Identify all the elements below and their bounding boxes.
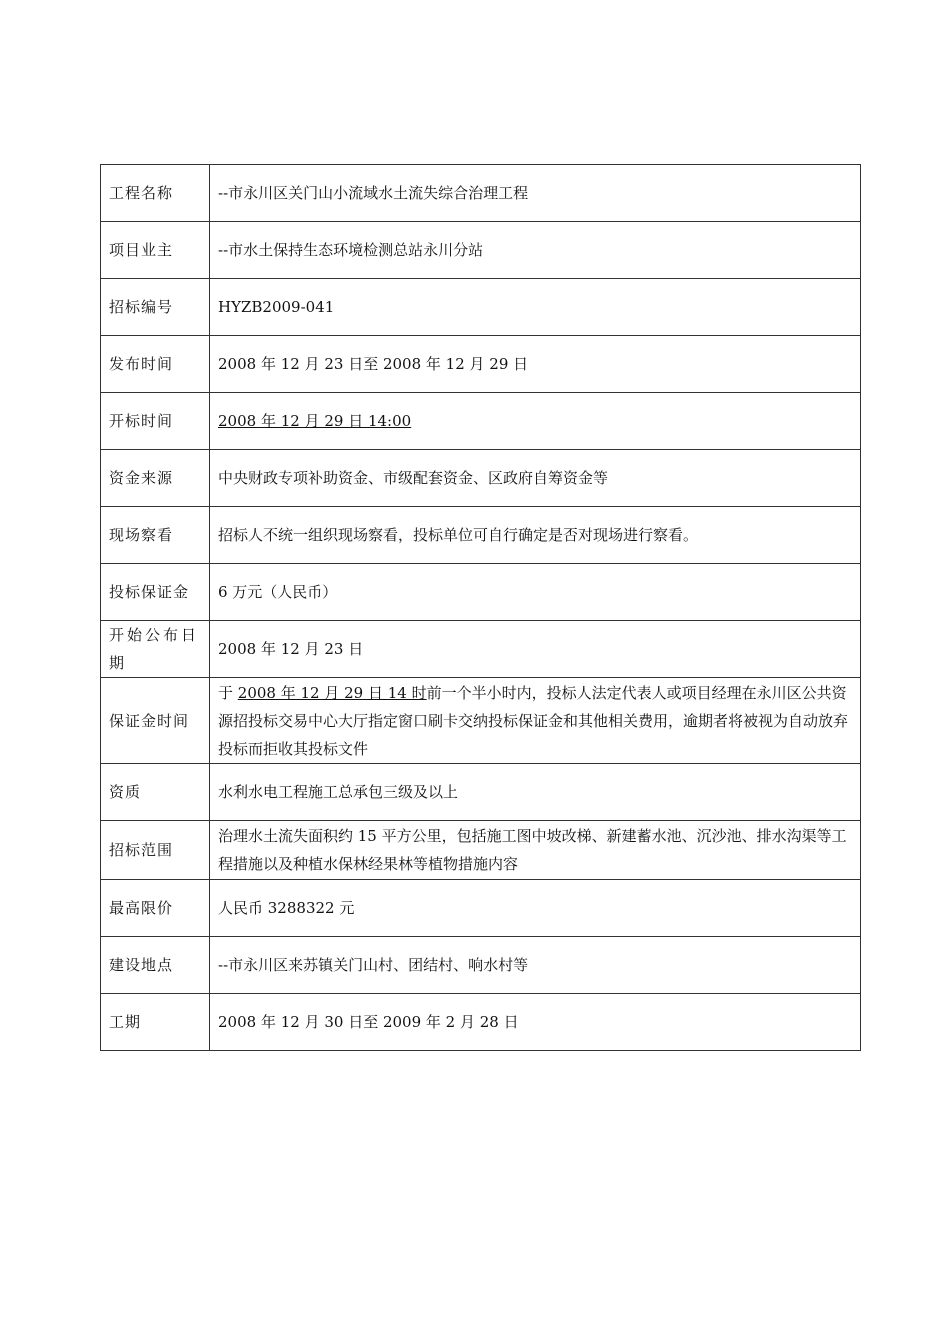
row-value <box>210 678 861 764</box>
table-row-site-visit <box>101 507 861 564</box>
row-label: 发布时间 <box>101 336 210 393</box>
row-value <box>210 393 861 450</box>
row-value: 中央财政专项补助资金、市级配套资金、区政府自筹资金等 <box>210 450 861 507</box>
row-value: 2008 年 12 月 23 日至 2008 年 12 月 29 日 <box>210 336 861 393</box>
bid-info-table <box>100 164 861 1051</box>
row-value: 治理水土流失面积约 15 平方公里，包括施工图中坡改梯、新建蓄水池、沉沙池、排水沟渠等工程措施以及种植水保林经果林等植物措施内容 <box>210 821 861 880</box>
table-row-bid-number <box>101 279 861 336</box>
table-row-fund-source <box>101 450 861 507</box>
row-value: --市永川区来苏镇关门山村、团结村、响水村等 <box>210 937 861 994</box>
row-label: 保证金时间 <box>101 678 210 764</box>
row-label: 招标编号 <box>101 279 210 336</box>
bond-time-deadline: 2008 年 12 月 29 日 14 时 <box>237 683 427 702</box>
row-label-text: 开始公布日期 <box>109 626 200 672</box>
table-row-bond-time <box>101 678 861 764</box>
row-value: 6 万元（人民币） <box>210 564 861 621</box>
row-value: 2008 年 12 月 23 日 <box>210 621 861 678</box>
opening-time-text: 2008 年 12 月 29 日 14:00 <box>218 412 412 430</box>
table-row-qualification <box>101 764 861 821</box>
table-row-bid-bond <box>101 564 861 621</box>
row-label: 投标保证金 <box>101 564 210 621</box>
row-label: 最高限价 <box>101 880 210 937</box>
bond-time-prefix: 于 <box>218 683 238 702</box>
bond-time-text: 前一个半小时内，投标人法定代表人或项目经理在永川区公共资源招投标交易中心大厅指定窗口刷卡交纳投标保证金和其他相关费用，逾期者将被视为自动放弃投标而拒收其投标文件 <box>218 683 849 758</box>
row-label: 资金来源 <box>101 450 210 507</box>
row-label: 开标时间 <box>101 393 210 450</box>
table-row-max-price <box>101 880 861 937</box>
table-row-publish-time <box>101 336 861 393</box>
row-value: --市水土保持生态环境检测总站永川分站 <box>210 222 861 279</box>
row-value: 招标人不统一组织现场察看，投标单位可自行确定是否对现场进行察看。 <box>210 507 861 564</box>
row-label: 招标范围 <box>101 821 210 880</box>
table-row-construction-site <box>101 937 861 994</box>
row-value: --市永川区关门山小流域水土流失综合治理工程 <box>210 165 861 222</box>
row-label: 资质 <box>101 764 210 821</box>
table-row-bid-scope <box>101 821 861 880</box>
table-row-project-name <box>101 165 861 222</box>
row-label: 工程名称 <box>101 165 210 222</box>
row-label: 项目业主 <box>101 222 210 279</box>
row-label: 工期 <box>101 994 210 1051</box>
table-row-publish-start-date <box>101 621 861 678</box>
table-row-duration <box>101 994 861 1051</box>
row-label <box>101 621 210 678</box>
table-row-owner <box>101 222 861 279</box>
row-value: 2008 年 12 月 30 日至 2009 年 2 月 28 日 <box>210 994 861 1051</box>
row-label: 现场察看 <box>101 507 210 564</box>
row-label: 建设地点 <box>101 937 210 994</box>
row-value: HYZB2009-041 <box>210 279 861 336</box>
row-value: 水利水电工程施工总承包三级及以上 <box>210 764 861 821</box>
table-row-opening-time <box>101 393 861 450</box>
row-value: 人民币 3288322 元 <box>210 880 861 937</box>
